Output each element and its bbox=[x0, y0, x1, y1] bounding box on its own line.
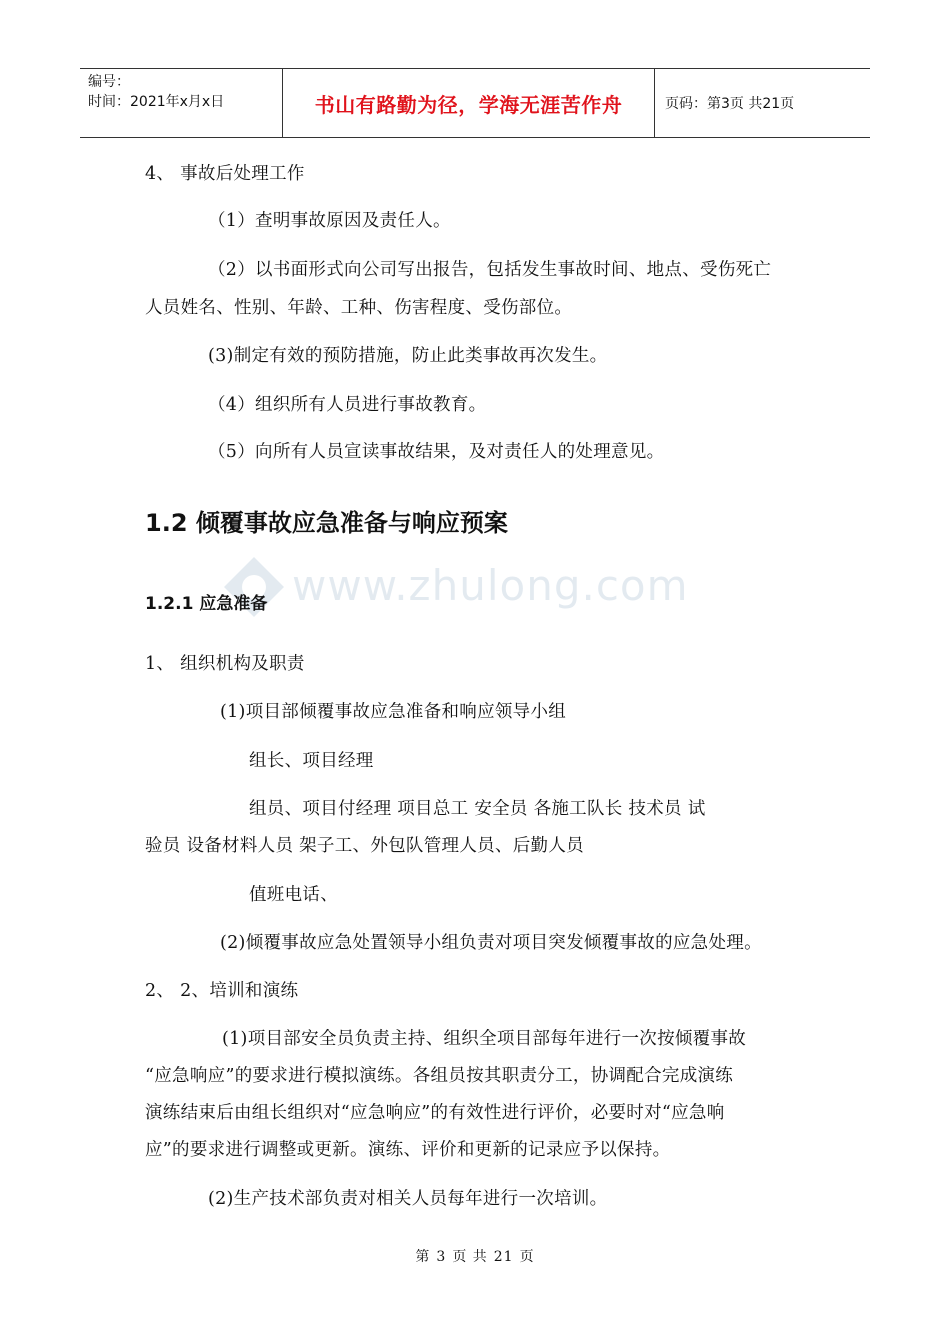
document-number-label: 编号： bbox=[88, 74, 130, 90]
group-members-line-2: 验员 设备材料人员 架子工、外包队管理人员、后勤人员 bbox=[145, 836, 584, 856]
training-1-line-1: (1)项目部安全员负责主持、组织全项目部每年进行一次按倾覆事故 bbox=[222, 1029, 747, 1049]
page-footer bbox=[0, 1246, 950, 1266]
org-title: 1、 组织机构及职责 bbox=[145, 654, 305, 674]
training-2: (2)生产技术部负责对相关人员每年进行一次培训。 bbox=[208, 1189, 608, 1209]
footer-mid: 页 共 bbox=[452, 1249, 488, 1265]
training-1-line-4: 应”的要求进行调整或更新。演练、评价和更新的记录应予以保持。 bbox=[145, 1140, 671, 1160]
footer-total-pages: 21 bbox=[493, 1249, 514, 1265]
paragraph-item-1: （1）查明事故原因及责任人。 bbox=[208, 211, 451, 231]
training-1-line-2: “应急响应”的要求进行模拟演练。各组员按其职责分工，协调配合完成演练 bbox=[145, 1066, 734, 1086]
footer-prefix: 第 bbox=[415, 1249, 431, 1265]
watermark-text: www.zhulong.com bbox=[292, 561, 689, 610]
header-page-info: 页码：第3页 共21页 bbox=[665, 96, 795, 112]
header-meta bbox=[80, 69, 282, 137]
paragraph-item-2-line-2: 人员姓名、性别、年龄、工种、伤害程度、受伤部位。 bbox=[145, 298, 573, 318]
header-motto: 书山有路勤为径，学海无涯苦作舟 bbox=[282, 69, 655, 137]
org-item-2: (2)倾覆事故应急处置领导小组负责对项目突发倾覆事故的应急处理。 bbox=[220, 933, 762, 953]
paragraph-item-4: （4）组织所有人员进行事故教育。 bbox=[208, 395, 487, 415]
footer-current-page: 3 bbox=[436, 1249, 447, 1265]
group-members-line-1: 组员、项目付经理 项目总工 安全员 各施工队长 技术员 试 bbox=[249, 799, 706, 819]
section-4-title: 4、 事故后处理工作 bbox=[145, 164, 305, 184]
duty-phone: 值班电话、 bbox=[249, 885, 338, 905]
paragraph-item-3: (3)制定有效的预防措施，防止此类事故再次发生。 bbox=[208, 346, 608, 366]
group-leader: 组长、项目经理 bbox=[249, 751, 374, 771]
paragraph-item-2-line-1: （2）以书面形式向公司写出报告，包括发生事故时间、地点、受伤死亡 bbox=[208, 260, 772, 280]
training-title: 2、 2、培训和演练 bbox=[145, 981, 299, 1001]
section-heading-1-2: 1.2 倾覆事故应急准备与响应预案 bbox=[145, 509, 508, 537]
org-item-1: (1)项目部倾覆事故应急准备和响应领导小组 bbox=[220, 702, 567, 722]
footer-suffix: 页 bbox=[519, 1249, 535, 1265]
document-header bbox=[80, 68, 870, 138]
document-time-label: 时间：2021年x月x日 bbox=[88, 94, 225, 110]
training-1-line-3: 演练结束后由组长组织对“应急响应”的有效性进行评价，必要时对“应急响 bbox=[145, 1103, 725, 1123]
section-heading-1-2-1: 1.2.1 应急准备 bbox=[145, 594, 268, 614]
paragraph-item-5: （5）向所有人员宣读事故结果，及对责任人的处理意见。 bbox=[208, 442, 665, 462]
